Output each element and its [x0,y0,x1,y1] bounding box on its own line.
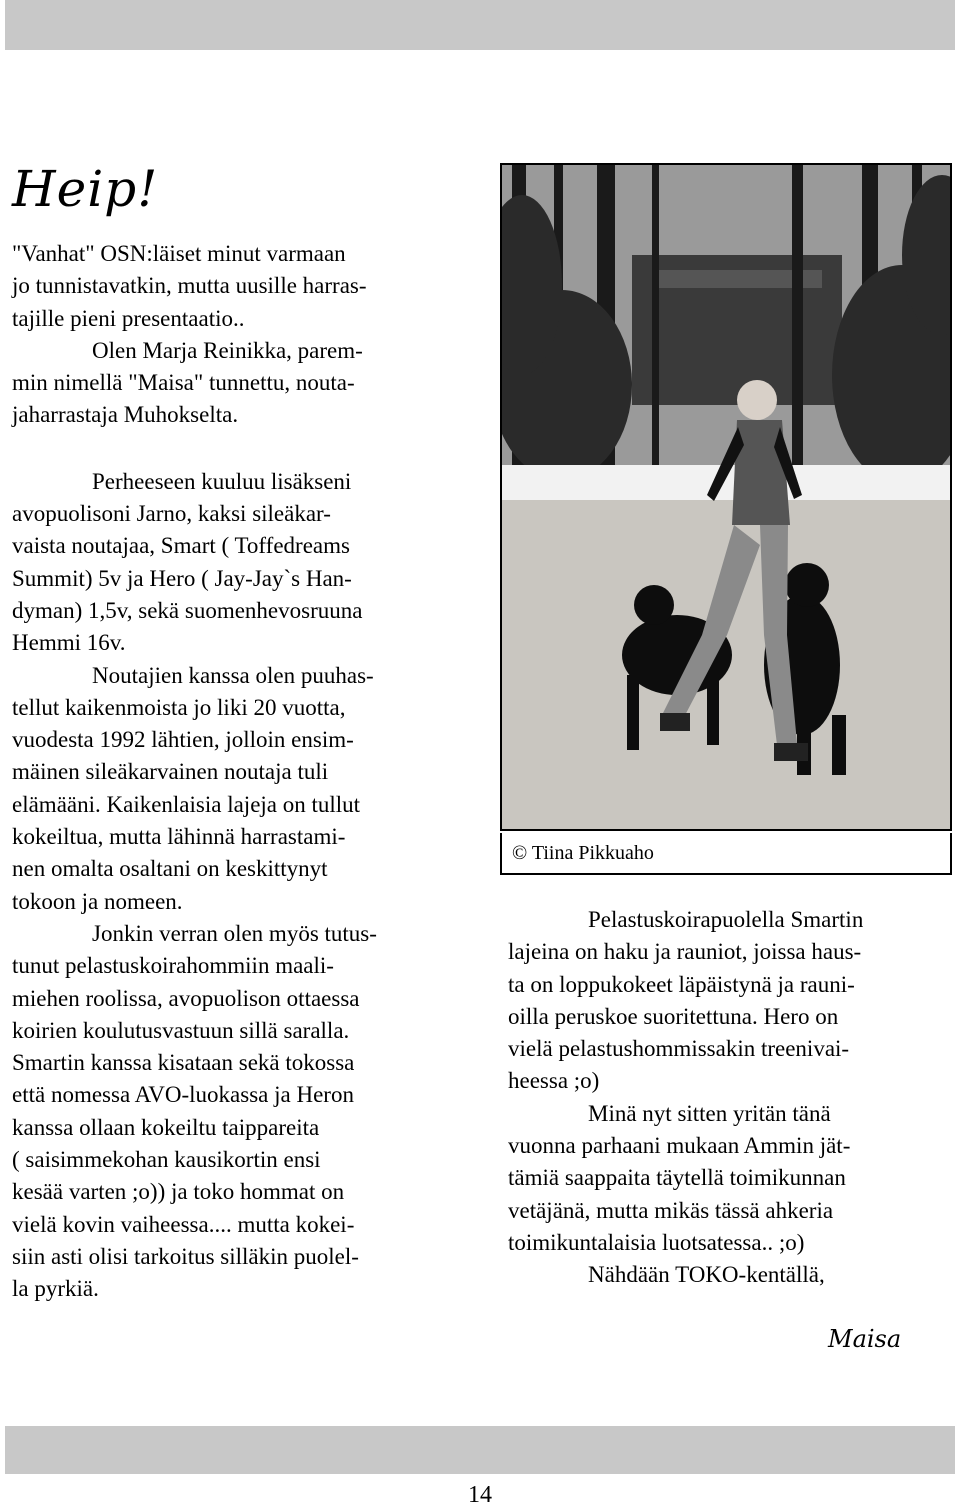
text-line: Jonkin verran olen myös tutus- [92,920,377,946]
text-line: vaista noutajaa, Smart ( Toffedreams [12,533,350,559]
text-line: Summit) 5v ja Hero ( Jay-Jay`s Han- [12,565,352,591]
right-column [508,904,938,1292]
text-line: min nimellä "Maisa" tunnettu, nouta- [12,370,355,396]
signature: Maisa [828,1325,902,1353]
text-line: elämääni. Kaikenlaisia lajeja on tullut [12,791,361,817]
text-line: Nähdään TOKO-kentällä, [588,1262,825,1288]
text-line: ( saisimmekohan kausikortin ensi [12,1147,321,1173]
photo-credit: © Tiina Pikkuaho [500,833,952,875]
text-line: vielä kovin vaiheessa.... mutta kokei- [12,1211,355,1237]
text-line: toimikuntalaisia luotsatessa.. ;o) [508,1229,805,1255]
text-line: Hemmi 16v. [12,630,126,656]
text-line: avopuolisoni Jarno, kaksi sileäkar- [12,501,331,527]
text-line: Olen Marja Reinikka, parem- [92,337,363,363]
paragraph-rescue [12,918,452,1306]
text-line: miehen roolissa, avopuolison ottaessa [12,985,360,1011]
text-line: tellut kaikenmoista jo liki 20 vuotta, [12,694,346,720]
text-line: nen omalta osaltani on keskittynyt [12,856,328,882]
text-line: vuonna parhaani mukaan Ammin jät- [508,1133,851,1159]
text-line: Perheeseen kuuluu lisäkseni [92,468,352,494]
text-line: jaharrastaja Muhokselta. [12,402,239,428]
text-line: vielä pelastushommissakin treenivai- [508,1036,850,1062]
text-line: kokeiltua, mutta lähinnä harrastami- [12,824,346,850]
text-line: tajille pieni presentaatio.. [12,305,245,331]
page-number: 14 [468,1482,492,1508]
text-line: ta on loppukokeet läpäistynä ja rauni- [508,971,855,997]
text-line: tunut pelastuskoirahommiin maali- [12,953,334,979]
text-line: mäinen sileäkarvainen noutaja tuli [12,759,329,785]
text-line: Minä nyt sitten yritän tänä [588,1100,831,1126]
text-line: siin asti olisi tarkoitus silläkin puolel- [12,1243,359,1269]
text-line: jo tunnistavatkin, mutta uusille harras- [12,273,367,299]
text-line: Smartin kanssa kisataan sekä tokossa [12,1050,355,1076]
text-line: la pyrkiä. [12,1276,99,1302]
text-line: vetäjänä, mutta mikäs tässä ahkeria [508,1197,834,1223]
left-column [12,238,452,1306]
text-line: oilla peruskoe suoritettuna. Hero on [508,1003,839,1029]
text-line: heessa ;o) [508,1068,600,1094]
text-line: lajeina on haku ja rauniot, joissa haus- [508,939,862,965]
text-line: vuodesta 1992 lähtien, jolloin ensim- [12,727,354,753]
text-line: tokoon ja nomeen. [12,888,183,914]
photo-woman-with-dogs [500,163,952,831]
text-line: että nomessa AVO-luokassa ja Heron [12,1082,354,1108]
text-line: Pelastuskoirapuolella Smartin [588,907,864,932]
text-line: Noutajien kanssa olen puuhas- [92,662,374,688]
paragraph-name [12,335,452,432]
header-bar [5,0,955,50]
greeting-heading: Heip! [12,160,159,218]
footer-bar [5,1426,955,1474]
text-line: dyman) 1,5v, sekä suomenhevosruuna [12,597,363,623]
text-line: tämiä saappaita täytellä toimikunnan [508,1165,846,1191]
paragraph-rescue-dogs [508,904,938,1098]
text-line: "Vanhat" OSN:läiset minut varmaan [12,241,346,266]
paragraph-hobbies [12,660,452,918]
paragraph-committee [508,1098,938,1259]
paragraph-intro [12,238,452,335]
text-line: koirien koulutusvastuun sillä saralla. [12,1017,350,1043]
text-line: kanssa ollaan kokeiltu taippareita [12,1114,320,1140]
text-line: kesää varten ;o)) ja toko hommat on [12,1179,345,1205]
paragraph-family [12,466,452,660]
paragraph-closing [508,1259,938,1291]
